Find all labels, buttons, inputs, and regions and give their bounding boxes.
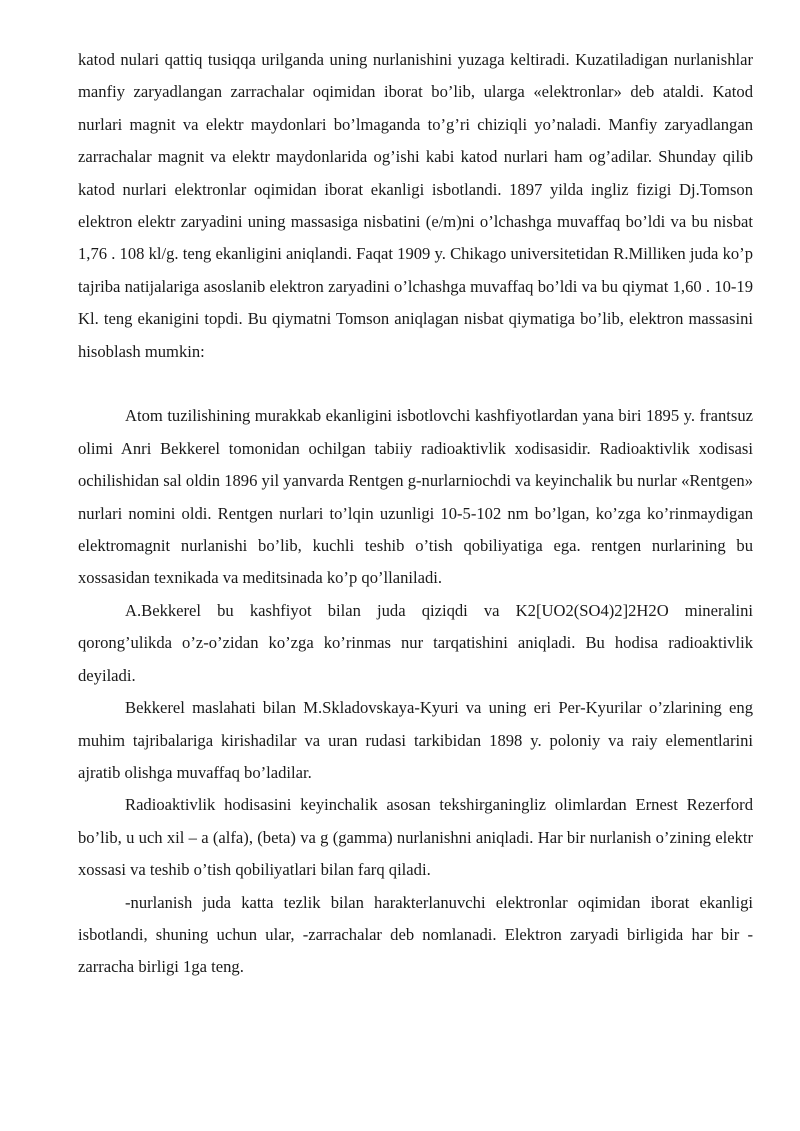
paragraph-rutherford-radiation: Radioaktivlik hodisasini keyinchalik asosan tekshirganingliz olimlardan Ernest Rezerford bo’lib, u uch xil – a (alfa), (beta) va g (gamma) nurlanishni aniqladi. Har bir nurlanish o’zining elektr xossasi va teshib o’tish qobiliyatlari bilan farq qiladi. [78,795,753,880]
document-body [78,44,753,984]
paragraph-bekkerel-mineral: A.Bekkerel bu kashfiyot bilan juda qiziqdi va K2[UO2(SO4)2]2H2O mineralini qorong’ulikda o’z-o’zidan ko’zga ko’rinmas nur tarqatishini aniqladi. Bu hodisa radioaktivlik deyiladi. [78,600,753,685]
paragraph-curie-experiments: Bekkerel maslahati bilan M.Skladovskaya-Kyuri va uning eri Per-Kyurilar o’zlarining eng muhim tajribalariga kirishadilar va uran rudasi tarkibidan 1898 y. poloniy va raiy elementlarini ajratib olishga muvaffaq bo’ladilar. [78,698,753,782]
paragraph-cathode-rays: katod nulari qattiq tusiqqa urilganda uning nurlanishini yuzaga keltiradi. Kuzatiladigan nurlanishlar manfiy zaryadlangan zarrachalar oqimidan iborat bo’lib, ularga «elektronlar» deb ataldi. Katod nurlari magnit va elektr maydonlari bo’lmaganda to’g’ri chiziqli yo’naladi. Manfiy zaryadlangan zarrachalar magnit va elektr maydonlarida og’ishi kabi katod nurlari ham og’adilar. Shunday qilib katod nurlari elektronlar oqimidan iborat ekanligi isbotlandi. 1897 yilda ingliz fizigi Dj.Tomson elektron elektr zaryadini uning massasiga nisbatini (e/m)ni o’lchashga muvaffaq bo’ldi va bu nisbat 1,76 . 108 kl/g. teng ekanligini aniqlandi. Faqat 1909 y. Chikago universitetidan R.Milliken juda ko’p tajriba natijalariga asoslanib elektron zaryadini o’lchashga muvaffaq bo’ldi va bu qiymat 1,60 . 10-19 Kl. teng ekanigini topdi. Bu qiymatni Tomson aniqlagan nisbat qiymatiga bo’lib, elektron massasini hisoblash mumkin: [78,50,753,361]
blank-line [78,368,753,400]
paragraph-beta-radiation: -nurlanish juda katta tezlik bilan harakterlanuvchi elektronlar oqimidan iborat ekanligi isbotlandi, shuning uchun ular, -zarrachalar deb nomlanadi. Elektron zaryadi birligida har bir -zarracha birligi 1ga teng. [78,892,753,977]
paragraph-radioactivity-discovery: Atom tuzilishining murakkab ekanligini isbotlovchi kashfiyotlardan yana biri 1895 y. frantsuz olimi Anri Bekkerel tomonidan ochilgan tabiiy radioaktivlik xodisasidir. Radioaktivlik xodisasi ochilishidan sal oldin 1896 yil yanvarda Rentgen g-nurlarniochdi va keyinchalik bu nurlar «Rentgen» nurlari nomini oldi. Rentgen nurlari to’lqin uzunligi 10-5-102 nm bo’lgan, ko’zga ko’rinmaydigan elektromagnit nurlanishi bo’lib, kuchli teshib o’tish qobiliyatiga ega. rentgen nurlarining bu xossasidan texnikada va meditsinada ko’p qo’llaniladi. [78,406,753,588]
